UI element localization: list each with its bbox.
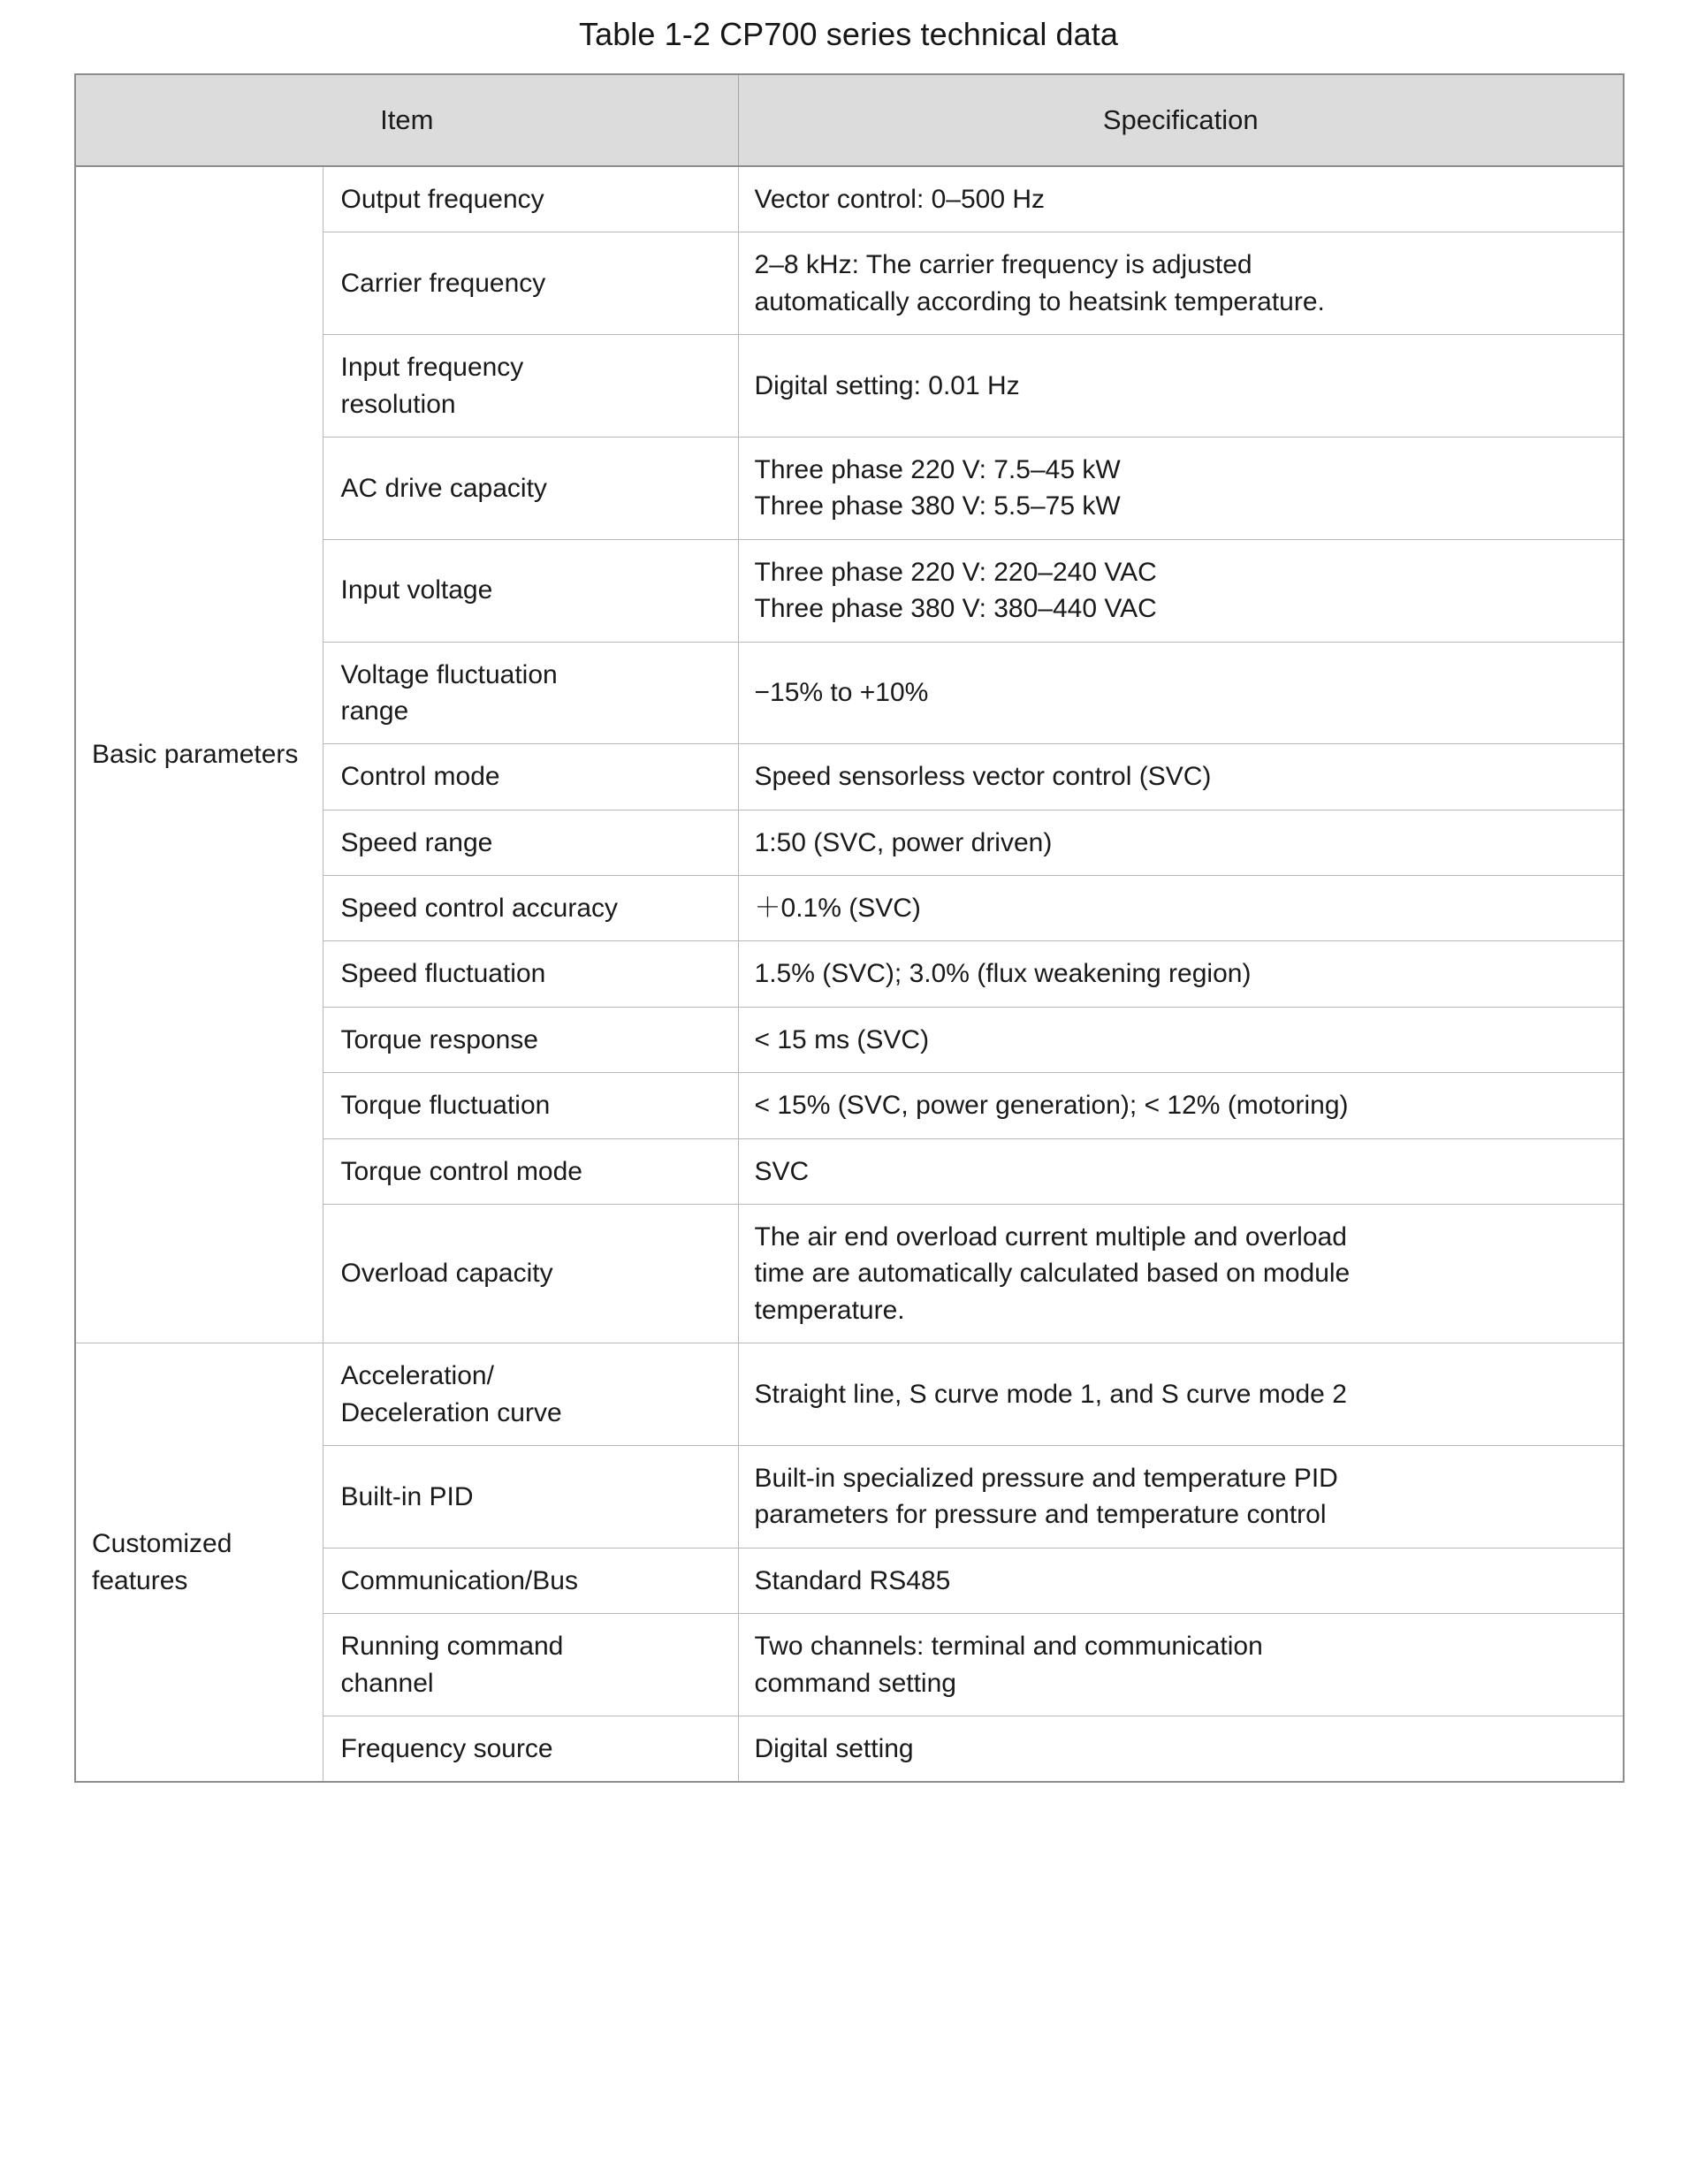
item-text-line: Carrier frequency [340, 269, 546, 299]
row-item-cell [323, 1716, 738, 1782]
row-item-cell [323, 876, 738, 941]
row-specification-cell [738, 1138, 1624, 1204]
row-item-cell [323, 1138, 738, 1204]
specification-text-line: time are automatically calculated based on module [754, 1259, 1351, 1289]
specification-text-line: 1.5% (SVC); 3.0% (flux weakening region) [754, 959, 1252, 989]
specification-text-line: SVC [754, 1156, 810, 1186]
specification-text-line: Built-in specialized pressure and temperature PID [754, 1463, 1338, 1493]
specification-text-line: Three phase 380 V: 380–440 VAC [754, 594, 1157, 624]
row-item-cell [323, 335, 738, 438]
row-specification-cell [738, 810, 1624, 875]
specification-text-line: Three phase 380 V: 5.5–75 kW [754, 491, 1121, 521]
item-text-line: Control mode [340, 762, 500, 792]
row-item-cell [323, 1343, 738, 1446]
table-header-row [75, 74, 1624, 166]
item-text-line: Overload capacity [340, 1259, 553, 1289]
item-text-line: AC drive capacity [340, 473, 547, 503]
technical-data-table [74, 73, 1625, 1783]
row-category-cell: Basic parameters [75, 166, 323, 1343]
specification-text-line: ＋0.1% (SVC) [754, 894, 921, 924]
item-text-line: resolution [340, 389, 456, 419]
item-text-line: channel [340, 1668, 434, 1698]
specification-text-line: Speed sensorless vector control (SVC) [754, 762, 1212, 792]
item-text-line: Running command [340, 1632, 564, 1662]
row-specification-cell [738, 1548, 1624, 1613]
specification-text-line: Three phase 220 V: 7.5–45 kW [754, 454, 1121, 484]
specification-text-line: < 15% (SVC, power generation); < 12% (motoring) [754, 1091, 1349, 1121]
row-item-cell [323, 539, 738, 642]
row-item-cell [323, 166, 738, 232]
row-specification-cell [738, 1205, 1624, 1343]
row-specification-cell [738, 335, 1624, 438]
row-item-cell [323, 1205, 738, 1343]
row-specification-cell [738, 437, 1624, 539]
row-specification-cell [738, 1073, 1624, 1138]
item-text-line: Speed fluctuation [340, 959, 546, 989]
row-item-cell [323, 1007, 738, 1072]
column-header-specification: Specification [738, 74, 1624, 166]
specification-text-line: < 15 ms (SVC) [754, 1024, 930, 1054]
item-text-line: Communication/Bus [340, 1565, 578, 1595]
table-row [75, 1343, 1624, 1446]
specification-text-line: automatically according to heatsink temperature. [754, 286, 1325, 316]
row-specification-cell [738, 1007, 1624, 1072]
row-specification-cell [738, 1716, 1624, 1782]
row-specification-cell [738, 876, 1624, 941]
row-item-cell [323, 232, 738, 335]
row-specification-cell [738, 642, 1624, 744]
specification-text-line: Three phase 220 V: 220–240 VAC [754, 557, 1157, 587]
specification-text-line: The air end overload current multiple and overload [754, 1222, 1347, 1252]
row-specification-cell [738, 1445, 1624, 1548]
item-text-line: Output frequency [340, 185, 544, 214]
specification-text-line: 1:50 (SVC, power driven) [754, 827, 1053, 857]
item-text-line: Acceleration/ [340, 1361, 494, 1391]
item-text-line: Speed control accuracy [340, 894, 619, 924]
row-specification-cell [738, 539, 1624, 642]
row-specification-cell [738, 744, 1624, 810]
item-text-line: Input voltage [340, 575, 493, 605]
specification-text-line: 2–8 kHz: The carrier frequency is adjusted [754, 250, 1252, 280]
item-text-line: Frequency source [340, 1733, 553, 1763]
item-text-line: range [340, 696, 409, 726]
item-text-line: Torque control mode [340, 1156, 582, 1186]
row-specification-cell [738, 166, 1624, 232]
specification-text-line: Straight line, S curve mode 1, and S curve mode 2 [754, 1379, 1347, 1409]
specification-text-line: Standard RS485 [754, 1565, 951, 1595]
item-text-line: Torque fluctuation [340, 1091, 551, 1121]
item-text-line: Torque response [340, 1024, 538, 1054]
item-text-line: Input frequency [340, 353, 524, 383]
table-header [75, 74, 1624, 166]
row-item-cell [323, 810, 738, 875]
table-body [75, 166, 1624, 1782]
row-specification-cell [738, 941, 1624, 1007]
row-item-cell [323, 1614, 738, 1716]
row-specification-cell [738, 1614, 1624, 1716]
row-category-cell: Customized features [75, 1343, 323, 1783]
specification-text-line: parameters for pressure and temperature control [754, 1500, 1327, 1530]
row-item-cell [323, 744, 738, 810]
specification-text-line: Two channels: terminal and communication [754, 1632, 1263, 1662]
row-item-cell [323, 941, 738, 1007]
row-item-cell [323, 1548, 738, 1613]
specification-text-line: −15% to +10% [754, 678, 929, 708]
table-container [74, 73, 1623, 1783]
specification-text-line: Vector control: 0–500 Hz [754, 185, 1046, 214]
table-row [75, 166, 1624, 232]
row-item-cell [323, 1073, 738, 1138]
specification-text-line: command setting [754, 1668, 956, 1698]
item-text-line: Built-in PID [340, 1481, 474, 1511]
column-header-item: Item [75, 74, 738, 166]
row-item-cell [323, 1445, 738, 1548]
specification-text-line: temperature. [754, 1295, 905, 1325]
specification-text-line: Digital setting [754, 1733, 914, 1763]
row-specification-cell [738, 232, 1624, 335]
specification-text-line: Digital setting: 0.01 Hz [754, 370, 1020, 400]
item-text-line: Voltage fluctuation [340, 659, 558, 689]
table-caption: Table 1-2 CP700 series technical data [578, 16, 1119, 52]
item-text-line: Speed range [340, 827, 493, 857]
item-text-line: Deceleration curve [340, 1397, 562, 1427]
row-item-cell [323, 437, 738, 539]
row-item-cell [323, 642, 738, 744]
row-specification-cell [738, 1343, 1624, 1446]
